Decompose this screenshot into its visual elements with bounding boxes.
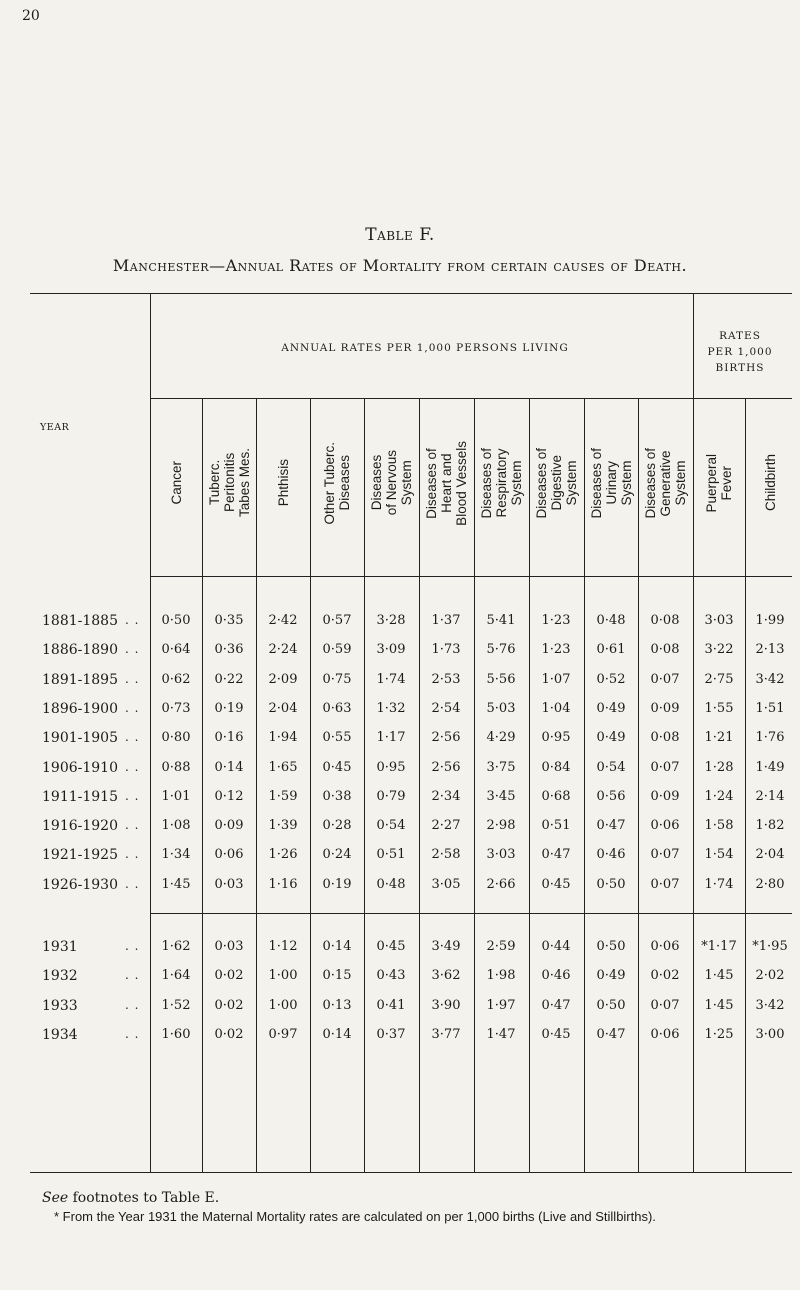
table-cell: 3·28: [376, 613, 406, 628]
table-cell: 1·01: [161, 788, 191, 804]
table-cell: 0·37: [376, 1026, 406, 1042]
table-cell: 0·07: [650, 997, 680, 1013]
column-header-label: Diseases of Nervous System: [368, 450, 414, 516]
table-cell: 1·52: [161, 997, 191, 1013]
row-year: 1911-1915: [42, 788, 118, 805]
table-cell: 0·62: [161, 671, 191, 687]
table-cell: 0·57: [322, 613, 352, 628]
row-year: 1896-1900: [42, 700, 118, 717]
table-cell: 2·24: [268, 642, 298, 658]
column-header-label: Cancer: [168, 461, 184, 505]
footnote-see-text: footnotes to Table E.: [68, 1190, 220, 1206]
group-header-births: [690, 328, 790, 376]
table-cell: 0·68: [541, 788, 571, 804]
table-cell: 0·80: [161, 730, 191, 746]
table-row: [0, 877, 800, 905]
column-header-label: Childbirth: [762, 454, 778, 512]
table-cell: 5·76: [486, 642, 516, 658]
column-header: [366, 398, 416, 568]
table-cell: 0·73: [161, 700, 191, 716]
column-header: [476, 398, 526, 568]
row-year: 1921-1925: [42, 847, 118, 864]
column-header: [312, 398, 362, 568]
row-year: 1891-1895: [42, 671, 118, 688]
table-cell: 0·54: [596, 759, 626, 775]
column-header-label: Diseases of Heart and Blood Vessels: [423, 440, 469, 526]
table-cell: 0·52: [596, 671, 626, 687]
table-cell: 0·03: [214, 939, 244, 954]
table-cell: 0·51: [376, 847, 406, 863]
row-year: 1886-1890: [42, 642, 118, 659]
row-year: 1932: [42, 968, 78, 985]
table-cell: 0·41: [376, 997, 406, 1013]
table-cell: 0·03: [214, 876, 244, 892]
table-cell: 0·59: [322, 642, 352, 658]
table-cell: 5·41: [486, 613, 516, 628]
table-cell: 5·56: [486, 671, 516, 687]
row-leader-dots: . .: [125, 997, 140, 1012]
table-title: Table F.: [365, 225, 435, 245]
table-cell: 0·15: [322, 968, 352, 984]
table-cell: 0·97: [268, 1026, 298, 1042]
table-cell: 0·02: [214, 968, 244, 984]
table-cell: 1·04: [541, 700, 571, 716]
table-cell: 4·29: [486, 730, 516, 746]
table-row: [0, 847, 800, 875]
column-header: [258, 398, 308, 568]
table-cell: 1·74: [704, 876, 734, 892]
table-row: [0, 818, 800, 846]
table-cell: 1·12: [268, 939, 298, 954]
row-year: 1933: [42, 997, 78, 1014]
section-divider-rule: [150, 913, 792, 914]
table-cell: 0·46: [596, 847, 626, 863]
table-cell: 1·39: [268, 818, 298, 834]
table-row: [0, 789, 800, 817]
table-cell: 0·35: [214, 613, 244, 628]
table-cell: 1·51: [755, 700, 785, 716]
page-number: 20: [22, 8, 40, 24]
table-cell: 0·64: [161, 642, 191, 658]
table-cell: 1·54: [704, 847, 734, 863]
table-cell: 1·00: [268, 997, 298, 1013]
row-leader-dots: . .: [125, 968, 140, 983]
table-cell: *1·95: [752, 939, 788, 954]
table-cell: 3·05: [431, 876, 461, 892]
table-cell: 2·54: [431, 700, 461, 716]
table-top-rule: [30, 293, 792, 294]
table-cell: 1·45: [704, 968, 734, 984]
table-cell: 0·47: [596, 1026, 626, 1042]
table-cell: 3·09: [376, 642, 406, 658]
table-cell: 0·84: [541, 759, 571, 775]
table-cell: 1·82: [755, 818, 785, 834]
row-leader-dots: . .: [125, 939, 140, 953]
table-cell: 0·75: [322, 671, 352, 687]
table-cell: 2·66: [486, 876, 516, 892]
table-cell: 0·44: [541, 939, 571, 954]
row-year: 1916-1920: [42, 818, 118, 835]
group-header-living: ANNUAL RATES PER 1,000 PERSONS LIVING: [281, 342, 569, 354]
table-cell: 0·36: [214, 642, 244, 658]
table-cell: 0·09: [214, 818, 244, 834]
row-year: 1881-1885: [42, 613, 118, 629]
table-cell: 0·14: [322, 939, 352, 954]
row-leader-dots: . .: [125, 876, 140, 891]
table-cell: 0·49: [596, 730, 626, 746]
table-cell: 0·46: [541, 968, 571, 984]
table-cell: 1·76: [755, 730, 785, 746]
table-cell: 0·24: [322, 847, 352, 863]
table-cell: 1·25: [704, 1026, 734, 1042]
row-year: 1931: [42, 939, 78, 955]
table-cell: 1·28: [704, 759, 734, 775]
row-year: 1926-1930: [42, 876, 118, 893]
row-leader-dots: . .: [125, 818, 140, 833]
table-subtitle: Manchester—Annual Rates of Mortality from certain causes of Death.: [112, 256, 688, 275]
column-header-label: Diseases of Generative System: [642, 447, 688, 519]
table-cell: 2·58: [431, 847, 461, 863]
column-header: [694, 398, 744, 568]
header-bottom-rule: [150, 576, 792, 577]
table-cell: 0·50: [161, 613, 191, 628]
table-cell: 0·06: [650, 939, 680, 954]
column-header: [531, 398, 581, 568]
table-row: [0, 730, 800, 758]
table-cell: 3·75: [486, 759, 516, 775]
table-cell: 1·99: [755, 613, 785, 628]
table-cell: 0·07: [650, 876, 680, 892]
row-leader-dots: . .: [125, 788, 140, 803]
table-cell: 1·97: [486, 997, 516, 1013]
table-row: [0, 672, 800, 700]
table-cell: 0·02: [214, 997, 244, 1013]
table-cell: 0·61: [596, 642, 626, 658]
table-cell: 3·49: [431, 939, 461, 954]
table-cell: 1·73: [431, 642, 461, 658]
table-cell: 0·54: [376, 818, 406, 834]
table-cell: 3·22: [704, 642, 734, 658]
row-leader-dots: . .: [125, 642, 140, 657]
table-cell: 5·03: [486, 700, 516, 716]
table-cell: 0·50: [596, 939, 626, 954]
table-cell: 1·65: [268, 759, 298, 775]
table-cell: 0·47: [541, 997, 571, 1013]
table-cell: 3·42: [755, 671, 785, 687]
table-cell: 2·14: [755, 788, 785, 804]
footnote-see-word: See: [42, 1190, 69, 1206]
table-cell: 1·59: [268, 788, 298, 804]
row-leader-dots: . .: [125, 1026, 140, 1041]
table-cell: 1·49: [755, 759, 785, 775]
table-cell: 2·80: [755, 876, 785, 892]
table-row: [0, 760, 800, 788]
table-cell: 0·95: [376, 759, 406, 775]
table-cell: 1·45: [161, 876, 191, 892]
table-cell: 3·03: [486, 847, 516, 863]
table-cell: 1·34: [161, 847, 191, 863]
table-cell: 1·47: [486, 1026, 516, 1042]
table-cell: 3·77: [431, 1026, 461, 1042]
table-cell: 0·12: [214, 788, 244, 804]
table-cell: 1·00: [268, 968, 298, 984]
row-leader-dots: . .: [125, 847, 140, 862]
table-cell: 0·07: [650, 847, 680, 863]
table-cell: 1·64: [161, 968, 191, 984]
group-header-births-line: BIRTHS: [715, 362, 765, 374]
column-header-label: Phthisis: [275, 459, 291, 507]
table-cell: 0·43: [376, 968, 406, 984]
table-cell: 1·07: [541, 671, 571, 687]
table-cell: 0·19: [214, 700, 244, 716]
table-cell: 1·17: [376, 730, 406, 746]
table-cell: 2·59: [486, 939, 516, 954]
column-header-label: Puerperal Fever: [704, 453, 734, 513]
column-header-label: Diseases of Respiratory System: [478, 447, 524, 519]
table-cell: 2·34: [431, 788, 461, 804]
table-cell: 0·08: [650, 642, 680, 658]
table-cell: 0·09: [650, 788, 680, 804]
table-cell: 0·51: [541, 818, 571, 834]
table-cell: 0·50: [596, 876, 626, 892]
year-column-header: YEAR: [40, 422, 70, 433]
table-cell: 2·09: [268, 671, 298, 687]
table-cell: 2·75: [704, 671, 734, 687]
table-cell: 3·90: [431, 997, 461, 1013]
table-cell: 3·45: [486, 788, 516, 804]
table-cell: 0·63: [322, 700, 352, 716]
table-cell: 0·49: [596, 700, 626, 716]
table-cell: 1·24: [704, 788, 734, 804]
table-cell: 0·56: [596, 788, 626, 804]
row-leader-dots: . .: [125, 671, 140, 686]
table-cell: 3·42: [755, 997, 785, 1013]
table-cell: 2·13: [755, 642, 785, 658]
table-cell: 1·32: [376, 700, 406, 716]
table-cell: 1·98: [486, 968, 516, 984]
table-cell: 2·42: [268, 613, 298, 628]
table-cell: 1·26: [268, 847, 298, 863]
column-header: [586, 398, 636, 568]
row-year: 1934: [42, 1026, 78, 1043]
row-leader-dots: . .: [125, 700, 140, 715]
table-row: [0, 642, 800, 670]
table-cell: 1·94: [268, 730, 298, 746]
table-cell: 3·03: [704, 613, 734, 628]
row-leader-dots: . .: [125, 730, 140, 745]
row-year: 1906-1910: [42, 759, 118, 776]
table-cell: 2·02: [755, 968, 785, 984]
table-cell: 1·55: [704, 700, 734, 716]
table-cell: 1·23: [541, 613, 571, 628]
row-leader-dots: . .: [125, 613, 140, 627]
column-header: [640, 398, 690, 568]
row-leader-dots: . .: [125, 759, 140, 774]
table-cell: 0·19: [322, 876, 352, 892]
table-cell: 0·45: [376, 939, 406, 954]
column-header-label: Diseases of Urinary System: [588, 447, 634, 519]
row-year: 1901-1905: [42, 730, 118, 747]
table-cell: 0·47: [596, 818, 626, 834]
table-cell: 0·07: [650, 671, 680, 687]
table-cell: 0·48: [596, 613, 626, 628]
table-cell: 2·98: [486, 818, 516, 834]
table-cell: 3·62: [431, 968, 461, 984]
column-header: [204, 398, 254, 568]
table-cell: 0·79: [376, 788, 406, 804]
table-cell: 0·95: [541, 730, 571, 746]
column-header: [421, 398, 471, 568]
table-cell: 0·02: [650, 968, 680, 984]
table-cell: 2·04: [268, 700, 298, 716]
table-cell: 0·06: [650, 818, 680, 834]
table-cell: 0·47: [541, 847, 571, 863]
table-cell: 1·08: [161, 818, 191, 834]
table-row: [0, 998, 800, 1026]
table-cell: 3·00: [755, 1026, 785, 1042]
table-cell: 0·45: [541, 876, 571, 892]
table-cell: 0·28: [322, 818, 352, 834]
table-cell: 0·16: [214, 730, 244, 746]
table-cell: 0·14: [322, 1026, 352, 1042]
table-cell: *1·17: [701, 939, 737, 954]
table-cell: 0·88: [161, 759, 191, 775]
table-cell: 0·50: [596, 997, 626, 1013]
table-cell: 2·04: [755, 847, 785, 863]
column-header-label: Other Tuberc. Diseases: [322, 441, 352, 525]
column-header: [745, 398, 795, 568]
table-row: [0, 968, 800, 996]
table-cell: 1·62: [161, 939, 191, 954]
table-cell: 2·53: [431, 671, 461, 687]
table-cell: 0·45: [322, 759, 352, 775]
table-cell: 0·55: [322, 730, 352, 746]
table-cell: 1·37: [431, 613, 461, 628]
table-cell: 0·06: [214, 847, 244, 863]
table-cell: 1·21: [704, 730, 734, 746]
table-row: [0, 939, 800, 967]
table-cell: 1·74: [376, 671, 406, 687]
table-cell: 1·60: [161, 1026, 191, 1042]
table-cell: 1·16: [268, 876, 298, 892]
table-cell: 2·56: [431, 759, 461, 775]
column-header: [151, 398, 201, 568]
table-cell: 0·02: [214, 1026, 244, 1042]
table-cell: 1·23: [541, 642, 571, 658]
table-cell: 0·09: [650, 700, 680, 716]
table-row: [0, 1027, 800, 1055]
group-header-births-line: PER 1,000: [707, 346, 773, 358]
table-cell: 0·48: [376, 876, 406, 892]
column-header-label: Tuberc. Peritonitis Tabes Mes.: [206, 448, 252, 518]
table-cell: 0·08: [650, 730, 680, 746]
table-cell: 2·27: [431, 818, 461, 834]
group-header-births-line: RATES: [719, 330, 761, 342]
table-cell: 0·45: [541, 1026, 571, 1042]
table-cell: 1·45: [704, 997, 734, 1013]
table-cell: 0·06: [650, 1026, 680, 1042]
table-cell: 0·13: [322, 997, 352, 1013]
table-cell: 0·07: [650, 759, 680, 775]
column-header-label: Diseases of Digestive System: [533, 447, 579, 519]
table-row: [0, 613, 800, 641]
table-cell: 0·38: [322, 788, 352, 804]
table-cell: 2·56: [431, 730, 461, 746]
table-cell: 0·49: [596, 968, 626, 984]
table-cell: 1·58: [704, 818, 734, 834]
table-cell: 0·08: [650, 613, 680, 628]
footnote-maternal: * From the Year 1931 the Maternal Mortality rates are calculated on per 1,000 births (Live and Stillbirths).: [54, 1209, 656, 1224]
table-row: [0, 701, 800, 729]
table-cell: 0·22: [214, 671, 244, 687]
table-bottom-rule: [30, 1172, 792, 1173]
table-cell: 0·14: [214, 759, 244, 775]
footnote-see: [42, 1190, 219, 1206]
